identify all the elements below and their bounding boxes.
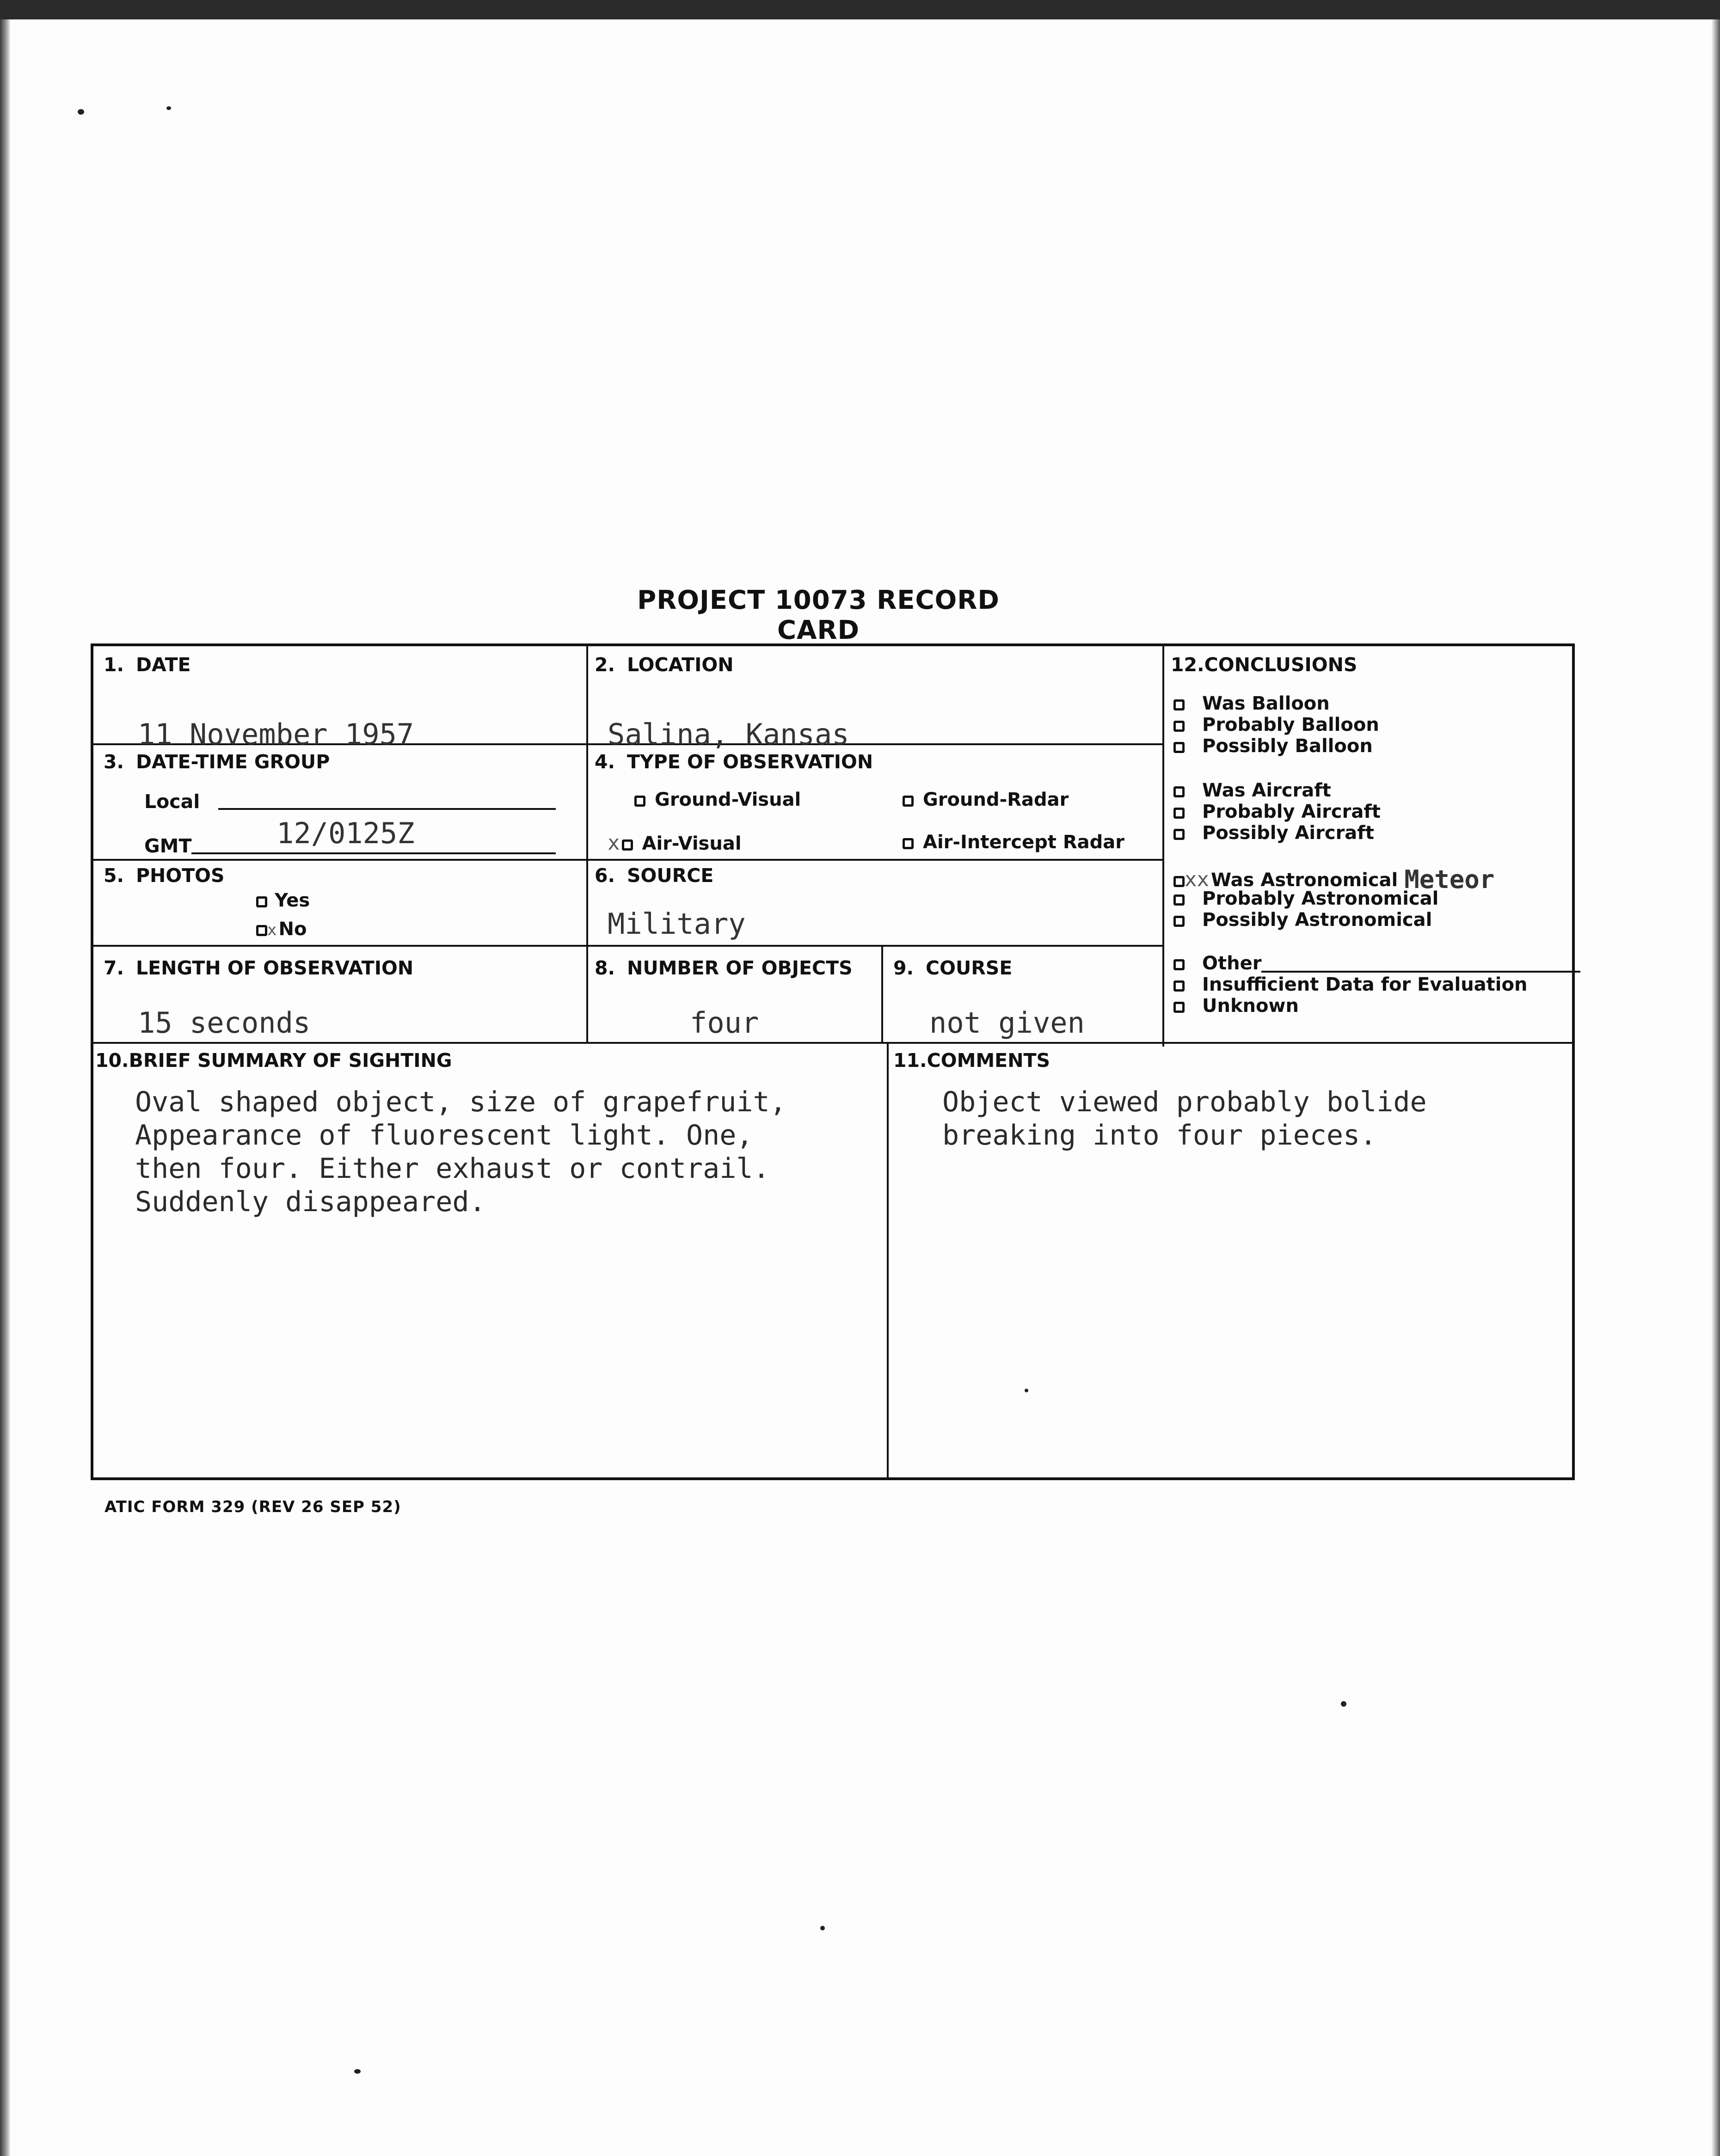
- form-footer: ATIC FORM 329 (REV 26 SEP 52): [104, 1498, 401, 1516]
- checkbox-icon[interactable]: [1173, 1002, 1185, 1013]
- conclusion-label: Possibly Astronomical: [1202, 909, 1432, 931]
- checkbox-icon[interactable]: [256, 896, 267, 907]
- divider-summary-comments: [887, 1042, 889, 1477]
- option-ground-radar-label: Ground-Radar: [923, 789, 1069, 810]
- course-label-number: 9.: [893, 957, 914, 979]
- photos-option-no-label: No: [278, 919, 307, 940]
- summary-label-text: BRIEF SUMMARY OF SIGHTING: [129, 1049, 452, 1072]
- checkbox-icon[interactable]: [1173, 808, 1185, 819]
- objects-value: four: [690, 1006, 759, 1040]
- typed-x-mark: xx: [1185, 868, 1209, 891]
- comments-label: [893, 1051, 1050, 1070]
- conclusion-label: Was Balloon: [1202, 693, 1330, 714]
- record-card: [91, 643, 1575, 1480]
- dust-speck: [78, 109, 84, 115]
- conclusion-label: Probably Aircraft: [1202, 801, 1381, 822]
- location-value: Salina, Kansas: [608, 717, 849, 751]
- date-time-group-label-number: 3.: [104, 751, 124, 773]
- other-line: [1261, 954, 1580, 973]
- checkbox-icon[interactable]: [1173, 699, 1185, 710]
- location-label-number: 2.: [595, 654, 615, 676]
- checkbox-icon-checked[interactable]: [256, 925, 267, 936]
- checkbox-icon[interactable]: [1173, 721, 1185, 732]
- date-label-text: DATE: [136, 654, 191, 676]
- comments-label-number: 11.: [893, 1049, 927, 1072]
- scan-border-right: [1712, 19, 1720, 2156]
- length-value: 15 seconds: [138, 1006, 311, 1040]
- checkbox-icon[interactable]: [634, 796, 645, 807]
- typed-x-mark: x: [267, 921, 277, 939]
- divider-left-middle: [586, 646, 588, 1042]
- scan-border-top: [0, 0, 1720, 19]
- option-air-intercept-radar[interactable]: [903, 833, 1124, 851]
- checkbox-icon-checked[interactable]: [1173, 876, 1185, 887]
- summary-label-number: 10.: [95, 1049, 129, 1072]
- local-label: [144, 792, 200, 811]
- gmt-label: [144, 837, 191, 856]
- local-line: [218, 808, 556, 810]
- date-time-group-label: [104, 753, 330, 772]
- conclusion-was-balloon[interactable]: [1173, 694, 1330, 713]
- divider-row4: [93, 1042, 1572, 1044]
- option-air-intercept-radar-label: Air-Intercept Radar: [923, 832, 1124, 853]
- checkbox-icon[interactable]: [903, 838, 914, 849]
- conclusion-label: Unknown: [1202, 995, 1299, 1017]
- divider-row3: [93, 945, 1162, 947]
- location-label-text: LOCATION: [627, 654, 734, 676]
- conclusion-was-aircraft[interactable]: [1173, 781, 1331, 800]
- conclusion-label: Was Astronomical: [1210, 870, 1398, 891]
- checkbox-icon[interactable]: [1173, 980, 1185, 992]
- date-label: [104, 655, 191, 674]
- option-ground-radar[interactable]: [903, 790, 1069, 809]
- source-label-text: SOURCE: [627, 864, 714, 887]
- conclusion-insufficient-data[interactable]: [1173, 975, 1527, 994]
- source-label: [595, 866, 713, 885]
- form-title: PROJECT 10073 RECORD CARD: [637, 585, 1000, 645]
- photos-option-no[interactable]: [256, 920, 307, 938]
- conclusion-label: Was Aircraft: [1202, 780, 1331, 801]
- dust-speck: [1341, 1701, 1346, 1707]
- course-label-text: COURSE: [926, 957, 1013, 979]
- date-value: 11 November 1957: [138, 717, 414, 751]
- objects-label-text: NUMBER OF OBJECTS: [627, 957, 853, 979]
- length-label: [104, 959, 413, 978]
- conclusion-probably-astronomical[interactable]: [1173, 889, 1438, 908]
- location-label: [595, 655, 734, 674]
- dust-speck: [820, 1926, 825, 1930]
- conclusion-label: Probably Balloon: [1202, 714, 1379, 735]
- gmt-value: 12/0125Z: [276, 816, 415, 850]
- option-ground-visual[interactable]: [634, 790, 801, 809]
- conclusion-unknown[interactable]: [1173, 997, 1299, 1015]
- meteor-note: Meteor: [1404, 865, 1495, 894]
- date-label-number: 1.: [104, 654, 124, 676]
- photos-label-number: 5.: [104, 864, 124, 887]
- date-time-group-label-text: DATE-TIME GROUP: [136, 751, 330, 773]
- checkbox-icon[interactable]: [1173, 894, 1185, 906]
- summary-text: Oval shaped object, size of grapefruit, Appearance of fluorescent light. One, then four. Either exhaust or contrail. Suddenly disappeared.: [135, 1086, 786, 1218]
- conclusion-possibly-astronomical[interactable]: [1173, 911, 1432, 929]
- dust-speck: [354, 2069, 361, 2074]
- local-label-text: Local: [144, 790, 200, 813]
- divider-row2: [93, 859, 1162, 861]
- checkbox-icon[interactable]: [1173, 916, 1185, 927]
- gmt-label-text: GMT: [144, 835, 192, 857]
- conclusions-label-number: 12.: [1171, 654, 1204, 676]
- checkbox-icon[interactable]: [903, 796, 914, 807]
- source-label-number: 6.: [595, 864, 615, 887]
- conclusion-possibly-balloon[interactable]: [1173, 737, 1373, 755]
- checkbox-icon-checked[interactable]: [622, 839, 633, 851]
- summary-label: [95, 1051, 452, 1070]
- conclusion-label: Other: [1202, 953, 1262, 974]
- gmt-line: [191, 852, 556, 854]
- observation-type-label: [595, 753, 873, 772]
- conclusion-other[interactable]: [1173, 954, 1580, 973]
- photos-label: [104, 866, 225, 885]
- objects-label-number: 8.: [595, 957, 615, 979]
- checkbox-icon[interactable]: [1173, 959, 1185, 970]
- option-air-visual[interactable]: [608, 833, 742, 853]
- conclusion-label: Possibly Aircraft: [1202, 822, 1374, 844]
- conclusion-label: Possibly Balloon: [1202, 735, 1373, 757]
- observation-type-label-text: TYPE OF OBSERVATION: [627, 751, 873, 773]
- option-air-visual-label: Air-Visual: [642, 833, 742, 854]
- conclusion-probably-balloon[interactable]: [1173, 716, 1379, 734]
- photos-option-yes-label: Yes: [275, 890, 310, 911]
- conclusion-possibly-aircraft[interactable]: [1173, 824, 1374, 842]
- checkbox-icon[interactable]: [1173, 829, 1185, 840]
- option-ground-visual-label: Ground-Visual: [655, 789, 801, 810]
- observation-type-label-number: 4.: [595, 751, 615, 773]
- conclusion-label: Probably Astronomical: [1202, 888, 1439, 909]
- source-value: Military: [608, 907, 746, 941]
- photos-option-yes[interactable]: [256, 891, 310, 910]
- checkbox-icon[interactable]: [1173, 786, 1185, 797]
- dust-speck: [166, 106, 171, 110]
- objects-label: [595, 959, 853, 978]
- photos-label-text: PHOTOS: [136, 864, 225, 887]
- comments-label-text: COMMENTS: [927, 1049, 1050, 1072]
- length-label-text: LENGTH OF OBSERVATION: [136, 957, 414, 979]
- comments-text: Object viewed probably bolide breaking into four pieces.: [942, 1086, 1427, 1152]
- divider-objects-course: [881, 945, 883, 1042]
- typed-x-mark: x: [608, 831, 620, 855]
- divider-conclusions: [1162, 646, 1164, 1047]
- conclusion-label: Insufficient Data for Evaluation: [1202, 974, 1528, 995]
- course-value: not given: [929, 1006, 1085, 1040]
- scan-border-left: [0, 19, 10, 2156]
- course-label: [893, 959, 1012, 978]
- length-label-number: 7.: [104, 957, 124, 979]
- conclusions-label-text: CONCLUSIONS: [1204, 654, 1358, 676]
- checkbox-icon[interactable]: [1173, 742, 1185, 753]
- conclusions-label: [1171, 655, 1357, 674]
- conclusion-probably-aircraft[interactable]: [1173, 802, 1381, 821]
